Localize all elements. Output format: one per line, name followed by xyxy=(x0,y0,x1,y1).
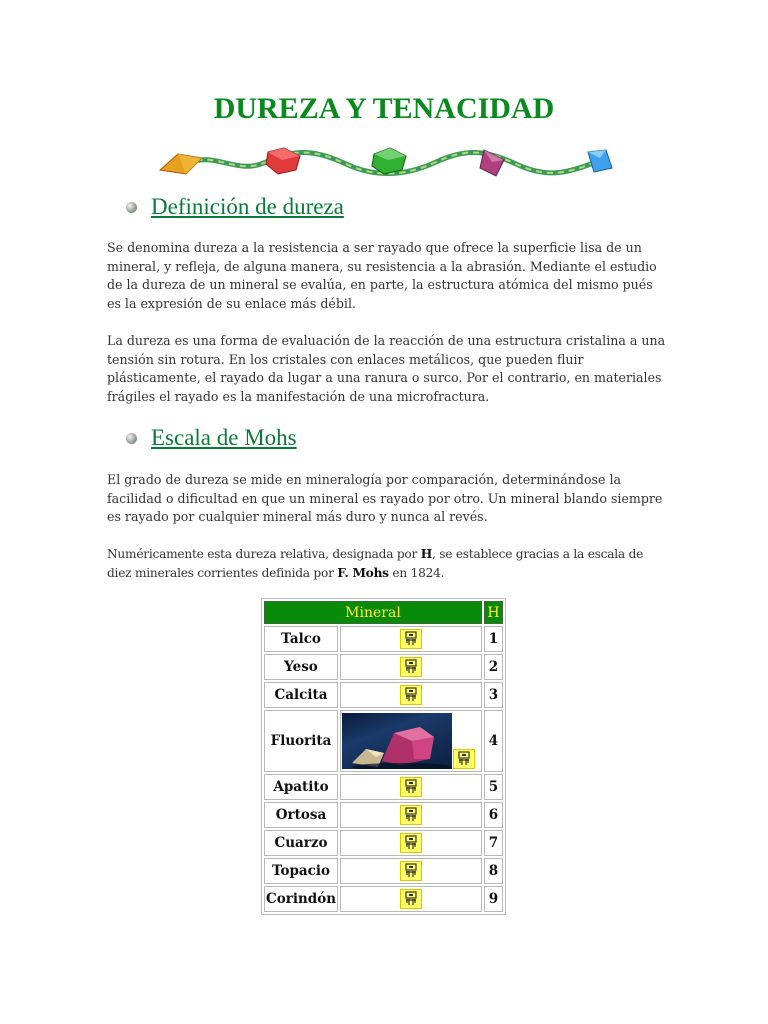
text-fragment: en 1824. xyxy=(388,565,445,580)
decorative-ribbon-divider xyxy=(156,142,614,182)
header-mineral: Mineral xyxy=(264,601,482,624)
camera-robot-icon[interactable] xyxy=(400,861,422,881)
mineral-name: Corindón xyxy=(264,886,338,912)
table-row xyxy=(264,802,503,828)
page-title: DUREZA Y TENACIDAD xyxy=(213,92,555,125)
hardness-value: 3 xyxy=(484,682,503,708)
camera-robot-icon[interactable] xyxy=(453,749,475,769)
text-fragment: , se establece gracias a la escala de diez minerales corrientes definida por xyxy=(107,547,644,580)
paragraph-mohs-1: El grado de dureza se mide en mineralogía por comparación, determinándose la facilidad o dificultad en que un mineral es rayado por otro. Un mineral blando siempre es rayado por cualquier mineral más duro y nunca al revés. xyxy=(107,472,663,525)
gray-sphere-bullet-icon xyxy=(126,433,137,444)
hardness-value: 1 xyxy=(484,626,503,652)
table-body xyxy=(264,626,503,912)
mineral-name: Talco xyxy=(264,626,338,652)
paragraph-mohs-2 xyxy=(107,545,667,582)
mineral-name: Topacio xyxy=(264,858,338,884)
mineral-image-cell xyxy=(340,802,482,828)
text-fragment: Numéricamente esta dureza relativa, designada por xyxy=(107,547,421,561)
table-row xyxy=(264,858,503,884)
table-row xyxy=(264,830,503,856)
mohs-scale-table xyxy=(261,598,506,915)
camera-robot-icon[interactable] xyxy=(400,833,422,853)
hardness-value: 7 xyxy=(484,830,503,856)
author-name: F. Mohs xyxy=(337,565,389,580)
camera-robot-icon[interactable] xyxy=(400,629,422,649)
header-hardness: H xyxy=(484,601,503,624)
mineral-name: Ortosa xyxy=(264,802,338,828)
table-row xyxy=(264,774,503,800)
mineral-image-cell xyxy=(340,654,482,680)
section-title-link[interactable]: Escala de Mohs xyxy=(151,425,297,450)
hardness-value: 5 xyxy=(484,774,503,800)
fluorite-crystal-photo[interactable] xyxy=(342,713,452,769)
mineral-name: Fluorita xyxy=(264,710,338,772)
mineral-image-cell xyxy=(340,682,482,708)
mineral-image-cell xyxy=(340,774,482,800)
gray-sphere-bullet-icon xyxy=(126,202,137,213)
section-title-link[interactable]: Definición de dureza xyxy=(151,194,344,219)
camera-robot-icon[interactable] xyxy=(400,805,422,825)
mineral-name: Cuarzo xyxy=(264,830,338,856)
table-row xyxy=(264,682,503,708)
hardness-value: 2 xyxy=(484,654,503,680)
mineral-name: Apatito xyxy=(264,774,338,800)
mineral-name: Yeso xyxy=(264,654,338,680)
hardness-value: 8 xyxy=(484,858,503,884)
camera-robot-icon[interactable] xyxy=(400,777,422,797)
table-header-row xyxy=(264,601,503,624)
hardness-value: 6 xyxy=(484,802,503,828)
mineral-image-cell xyxy=(340,626,482,652)
table-row xyxy=(264,710,503,772)
table-row xyxy=(264,626,503,652)
table-row xyxy=(264,654,503,680)
section-heading-mohs xyxy=(126,425,297,451)
mineral-name: Calcita xyxy=(264,682,338,708)
mineral-image-cell xyxy=(340,858,482,884)
hardness-value: 4 xyxy=(484,710,503,772)
paragraph-definicion-1: Se denomina dureza a la resistencia a ser rayado que ofrece la superficie lisa de un mineral, y refleja, de alguna manera, su resistencia a la abrasión. Mediante el estudio de la dureza de un mineral se evalúa, en parte, la estructura atómica del mismo pués es la expresión de su enlace más débil. xyxy=(107,240,657,311)
paragraph-definicion-2: La dureza es una forma de evaluación de la reacción de una estructura cristalina a una tensión sin rotura. En los cristales con enlaces metálicos, que pueden fluir plásticamente, el rayado da lugar a una ranura o surco. Por el contrario, en materiales frágiles el rayado es la manifestación de una microfractura. xyxy=(107,333,666,404)
table-row xyxy=(264,886,503,912)
hardness-value: 9 xyxy=(484,886,503,912)
mineral-image-cell xyxy=(340,830,482,856)
mineral-image-cell xyxy=(340,710,482,772)
hardness-symbol: H xyxy=(420,547,432,561)
mineral-image-cell xyxy=(340,886,482,912)
camera-robot-icon[interactable] xyxy=(400,657,422,677)
camera-robot-icon[interactable] xyxy=(400,889,422,909)
camera-robot-icon[interactable] xyxy=(400,685,422,705)
section-heading-definicion xyxy=(126,194,344,220)
